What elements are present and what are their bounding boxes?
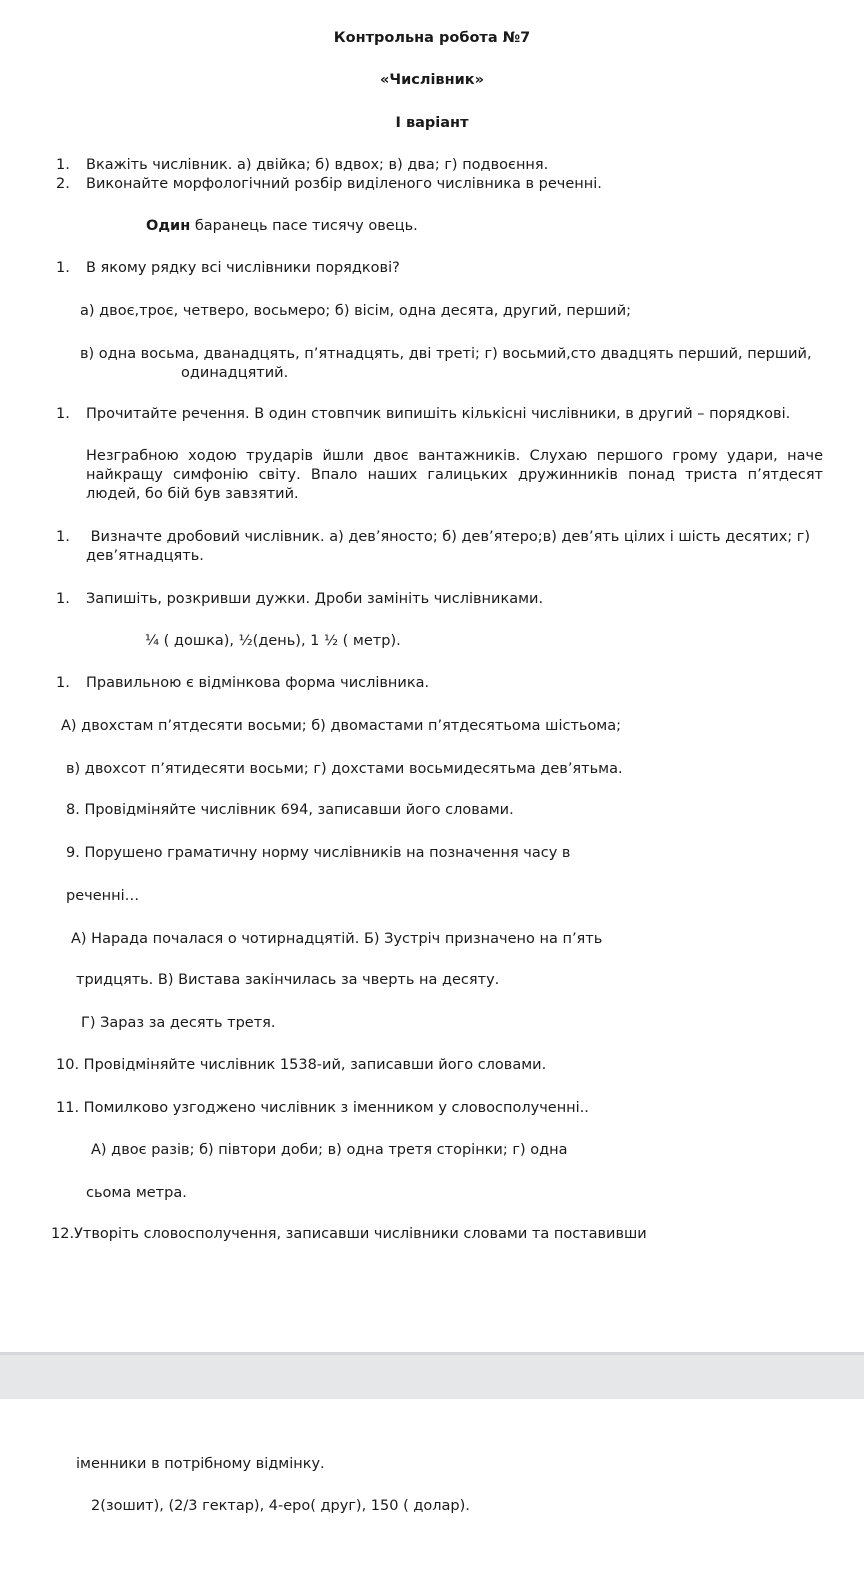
question-12: 12.Утворіть словосполучення, записавши числівники словами та поставивши	[51, 1226, 647, 1242]
document-topic: «Числівник»	[380, 72, 484, 88]
question-number: 2.	[56, 176, 70, 192]
document-title: Контрольна робота №7	[333, 30, 531, 46]
question-number: 1.	[56, 260, 70, 276]
question-text: В якому рядку всі числівники порядкові?	[86, 260, 400, 276]
document-variant: І варіант	[395, 115, 469, 131]
question-text: Запишіть, розкривши дужки. Дроби замініть числівниками.	[86, 591, 544, 607]
question-10: 10. Провідміняйте числівник 1538-ий, записавши його словами.	[56, 1057, 547, 1073]
question-1	[56, 156, 548, 175]
question-9-option-2: тридцять. В) Вистава закінчилась за чверть на десяту.	[76, 972, 500, 988]
question-text: Виконайте морфологічний розбір виділеного числівника в реченні.	[86, 176, 602, 192]
question-3-option-b-continued: одинадцятий.	[181, 365, 289, 381]
question-9-continued: реченні…	[66, 888, 140, 904]
question-11-option-1: А) двоє разів; б) півтори доби; в) одна третя сторінки; г) одна	[91, 1142, 568, 1158]
question-6	[56, 590, 543, 609]
question-5	[56, 528, 810, 547]
question-12-continued: іменники в потрібному відмінку.	[76, 1456, 325, 1472]
question-2-sentence	[146, 217, 418, 236]
question-text: Правильною є відмінкова форма числівника.	[86, 675, 430, 691]
question-text: Вкажіть числівник. а) двійка; б) вдвох; в) два; г) подвоєння.	[86, 157, 549, 173]
question-6-example: ¼ ( дошка), ½(день), 1 ½ ( метр).	[145, 633, 401, 649]
question-9-option-1: А) Нарада почалася о чотирнадцятій. Б) Зустріч призначено на п’ять	[71, 931, 603, 947]
question-7-option-b: в) двохсот п’ятидесяти восьми; г) дохстами восьмидесятьма дев’ятьма.	[66, 761, 623, 777]
question-number: 1.	[56, 591, 70, 607]
question-2	[56, 175, 602, 194]
question-text: Визначте дробовий числівник. а) дев’яносто; б) дев’ятеро;в) дев’ять цілих і шість десятих; г)	[86, 529, 811, 545]
question-8: 8. Провідміняйте числівник 694, записавши його словами.	[66, 802, 514, 818]
question-9-option-3: Г) Зараз за десять третя.	[81, 1015, 276, 1031]
question-text: Прочитайте речення. В один стовпчик випишіть кількісні числівники, в другий – порядкові.	[86, 406, 791, 422]
question-number: 1.	[56, 529, 70, 545]
question-4	[56, 405, 790, 424]
page-break-divider	[0, 1352, 864, 1399]
question-7-option-a: А) двохстам п’ятдесяти восьми; б) двомастами п’ятдесятьома шістьома;	[61, 718, 622, 734]
question-11: 11. Помилково узгоджено числівник з іменником у словосполученні..	[56, 1100, 589, 1116]
question-4-passage: Незграбною ходою трударів йшли двоє вантажників. Слухаю першого грому удари, наче найкращу симфонію світу. Впало наших галицьких дружинників понад триста п’ятдесят людей, бо бій був завзятий.	[86, 448, 823, 502]
question-3-option-b: в) одна восьма, дванадцять, п’ятнадцять, дві треті; г) восьмий,сто двадцять перший, перший,	[80, 346, 812, 362]
sentence-text: баранець пасе тисячу овець.	[190, 218, 418, 234]
question-12-example: 2(зошит), (2/3 гектар), 4-еро( друг), 150 ( долар).	[91, 1498, 470, 1514]
highlighted-numeral: Один	[146, 218, 191, 234]
question-11-option-2: сьома метра.	[86, 1185, 187, 1201]
question-9: 9. Порушено граматичну норму числівників на позначення часу в	[66, 845, 571, 861]
question-3	[56, 259, 400, 278]
question-number: 1.	[56, 675, 70, 691]
question-number: 1.	[56, 157, 70, 173]
question-3-option-a: а) двоє,троє, четверо, восьмеро; б) вісім, одна десята, другий, перший;	[80, 303, 632, 319]
question-7	[56, 674, 429, 693]
question-5-continued: дев’ятнадцять.	[86, 548, 204, 564]
question-number: 1.	[56, 406, 70, 422]
